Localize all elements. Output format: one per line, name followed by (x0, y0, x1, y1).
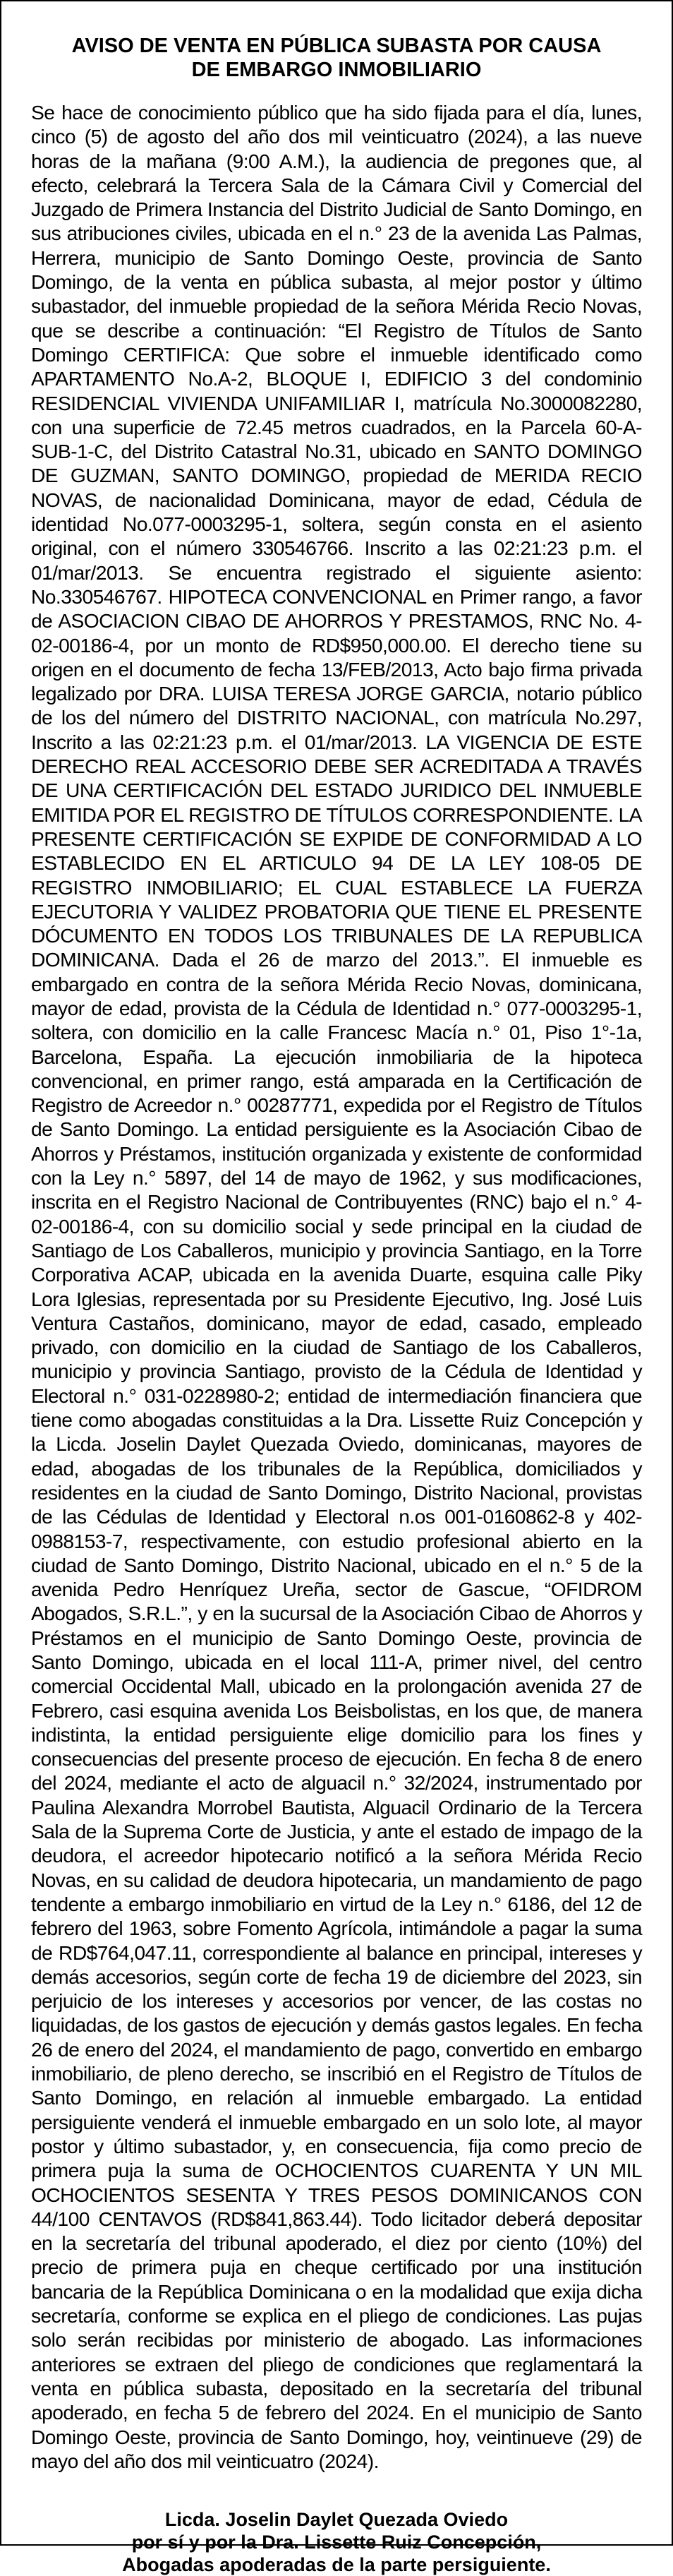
notice-title (31, 34, 642, 82)
signature-line-2: por sí y por la Dra. Lissette Ruiz Concepción, (131, 2532, 542, 2553)
notice-body: Se hace de conocimiento público que ha sido fijada para el día, lunes, cinco (5) de agosto del año dos mil veinticuatro (2024), a las nueve horas de la mañana (9:00 A.M.), la audiencia de pregones que, al efecto, celebrará la Tercera Sala de la Cámara Civil y Comercial del Juzgado de Primera Instancia del Distrito Judicial de Santo Domingo, en sus atribuciones civiles, ubicada en el n.° 23 de la avenida Las Palmas, Herrera, municipio de Santo Domingo Oeste, provincia de Santo Domingo, de la venta en pública subasta, al mejor postor y último subastador, del inmueble propiedad de la señora Mérida Recio Novas, que se describe a continuación: “El Registro de Títulos de Santo Domingo CERTIFICA: Que sobre el inmueble identificado como APARTAMENTO No.A-2, BLOQUE I, EDIFICIO 3 del condominio RESIDENCIAL VIVIENDA UNIFAMILIAR I, matrícula No.3000082280, con una superficie de 72.45 metros cuadrados, en la Parcela 60-A-SUB-1-C, del Distrito Catastral No.31, ubicado en SANTO DOMINGO DE GUZMAN, SANTO DOMINGO, propiedad de MERIDA RECIO NOVAS, de nacionalidad Dominicana, mayor de edad, Cédula de identidad No.077-0003295-1, soltera, según consta en el asiento original, con el número 330546766. Inscrito a las 02:21:23 p.m. el 01/mar/2013. Se encuentra registrado el siguiente asiento: No.330546767. HIPOTECA CONVENCIONAL en Primer rango, a favor de ASOCIACION CIBAO DE AHORROS Y PRESTAMOS, RNC No. 4-02-00186-4, por un monto de RD$950,000.00. El derecho tiene su origen en el documento de fecha 13/FEB/2013, Acto bajo firma privada legalizado por DRA. LUISA TERESA JORGE GARCIA, notario público de los del número del DISTRITO NACIONAL, con matrícula No.297, Inscrito a las 02:21:23 p.m. el 01/mar/2013. LA VIGENCIA DE ESTE DERECHO REAL ACCESORIO DEBE SER ACREDITADA A TRAVÉS DE UNA CERTIFICACIÓN DEL ESTADO JURIDICO DEL INMUEBLE EMITIDA POR EL REGISTRO DE TÍTULOS CORRESPONDIENTE. LA PRESENTE CERTIFICACIÓN SE EXPIDE DE CONFORMIDAD A LO ESTABLECIDO EN EL ARTICULO 94 DE LA LEY 108-05 DE REGISTRO INMOBILIARIO; EL CUAL ESTABLECE LA FUERZA EJECUTORIA Y VALIDEZ PROBATORIA QUE TIENE EL PRESENTE DÓCUMENTO EN TODOS LOS TRIBUNALES DE LA REPUBLICA DOMINICANA. Dada el 26 de marzo del 2013.”. El inmueble es embargado en contra de la señora Mérida Recio Novas, dominicana, mayor de edad, provista de la Cédula de Identidad n.° 077-0003295-1, soltera, con domicilio en la calle Francesc Macía n.° 01, Piso 1°-1a, Barcelona, España. La ejecución inmobiliaria de la hipoteca convencional, en primer rango, está amparada en la Certificación de Registro de Acreedor n.° 00287771, expedida por el Registro de Títulos de Santo Domingo. La entidad persiguiente es la Asociación Cibao de Ahorros y Préstamos, institución organizada y existente de conformidad con la Ley n.° 5897, del 14 de mayo de 1962, y sus modificaciones, inscrita en el Registro Nacional de Contribuyentes (RNC) bajo el n.° 4-02-00186-4, con su domicilio social y sede principal en la ciudad de Santiago de Los Caballeros, municipio y provincia Santiago, en la Torre Corporativa ACAP, ubicada en la avenida Duarte, esquina calle Piky Lora Iglesias, representada por su Presidente Ejecutivo, Ing. José Luis Ventura Castaños, dominicano, mayor de edad, casado, empleado privado, con domicilio en la ciudad de Santiago de los Caballeros, municipio y provincia Santiago, provisto de la Cédula de Identidad y Electoral n.° 031-0228980-2; entidad de intermediación financiera que tiene como abogadas constituidas a la Dra. Lissette Ruiz Concepción y la Licda. Joselin Daylet Quezada Oviedo, dominicanas, mayores de edad, abogadas de los tribunales de la República, domiciliados y residentes en la ciudad de Santo Domingo, Distrito Nacional, provistas de las Cédulas de Identidad y Electoral n.os 001-0160862-8 y 402-0988153-7, respectivamente, con estudio profesional abierto en la ciudad de Santo Domingo, Distrito Nacional, ubicado en el n.° 5 de la avenida Pedro Henríquez Ureña, sector de Gascue, “OFIDROM Abogados, S.R.L.”, y en la sucursal de la Asociación Cibao de Ahorros y Préstamos en el municipio de Santo Domingo Oeste, provincia de Santo Domingo, ubicada en el local 111-A, primer nivel, del centro comercial Occidental Mall, ubicado en la prolongación avenida 27 de Febrero, casi esquina avenida Los Beisbolistas, en los que, de manera indistinta, la entidad persiguiente elige domicilio para los fines y consecuencias del presente proceso de ejecución. En fecha 8 de enero del 2024, mediante el acto de alguacil n.° 32/2024, instrumentado por Paulina Alexandra Morrobel Bautista, Alguacil Ordinario de la Tercera Sala de la Suprema Corte de Justicia, y ante el estado de impago de la deudora, el acreedor hipotecario notificó a la señora Mérida Recio Novas, en su calidad de deudora hipotecaria, un mandamiento de pago tendente a embargo inmobiliario en virtud de la Ley n.° 6186, del 12 de febrero del 1963, sobre Fomento Agrícola, intimándole a pagar la suma de RD$764,047.11, correspondiente al balance en principal, intereses y demás accesorios, según corte de fecha 19 de diciembre del 2023, sin perjuicio de los intereses y accesorios por vencer, de las costas no liquidadas, de los gastos de ejecución y demás gastos legales. En fecha 26 de enero del 2024, el mandamiento de pago, convertido en embargo inmobiliario, de pleno derecho, se inscribió en el Registro de Títulos de Santo Domingo, en relación al inmueble embargado. La entidad persiguiente venderá el inmueble embargado en un solo lote, al mayor postor y último subastador, y, en consecuencia, fija como precio de primera puja la suma de OCHOCIENTOS CUARENTA Y UN MIL OCHOCIENTOS SESENTA Y TRES PESOS DOMINICANOS CON 44/100 CENTAVOS (RD$841,863.44). Todo licitador deberá depositar en la secretaría del tribunal apoderado, el diez por ciento (10%) del precio de primera puja en cheque certificado por una institución bancaria de la República Dominicana o en la modalidad que exija dicha secretaría, conforme se explica en el pliego de condiciones. Las pujas solo serán recibidas por ministerio de abogado. Las informaciones anteriores se extraen del pliego de condiciones que reglamentará la venta en pública subasta, depositado en la secretaría del tribunal apoderado, en fecha 5 de febrero del 2024. En el municipio de Santo Domingo Oeste, provincia de Santo Domingo, hoy, veintinueve (29) de mayo del año dos mil veinticuatro (2024). (31, 101, 642, 2472)
signature-line-1: Licda. Joselin Daylet Quezada Oviedo (164, 2509, 509, 2531)
notice-title-line-2: DE EMBARGO INMOBILIARIO (191, 59, 482, 81)
notice-title-line-1: AVISO DE VENTA EN PÚBLICA SUBASTA POR CAUSA (71, 35, 602, 57)
signature-line-3: Abogadas apoderadas de la parte persiguiente. (122, 2554, 551, 2576)
signature-block (31, 2508, 642, 2576)
